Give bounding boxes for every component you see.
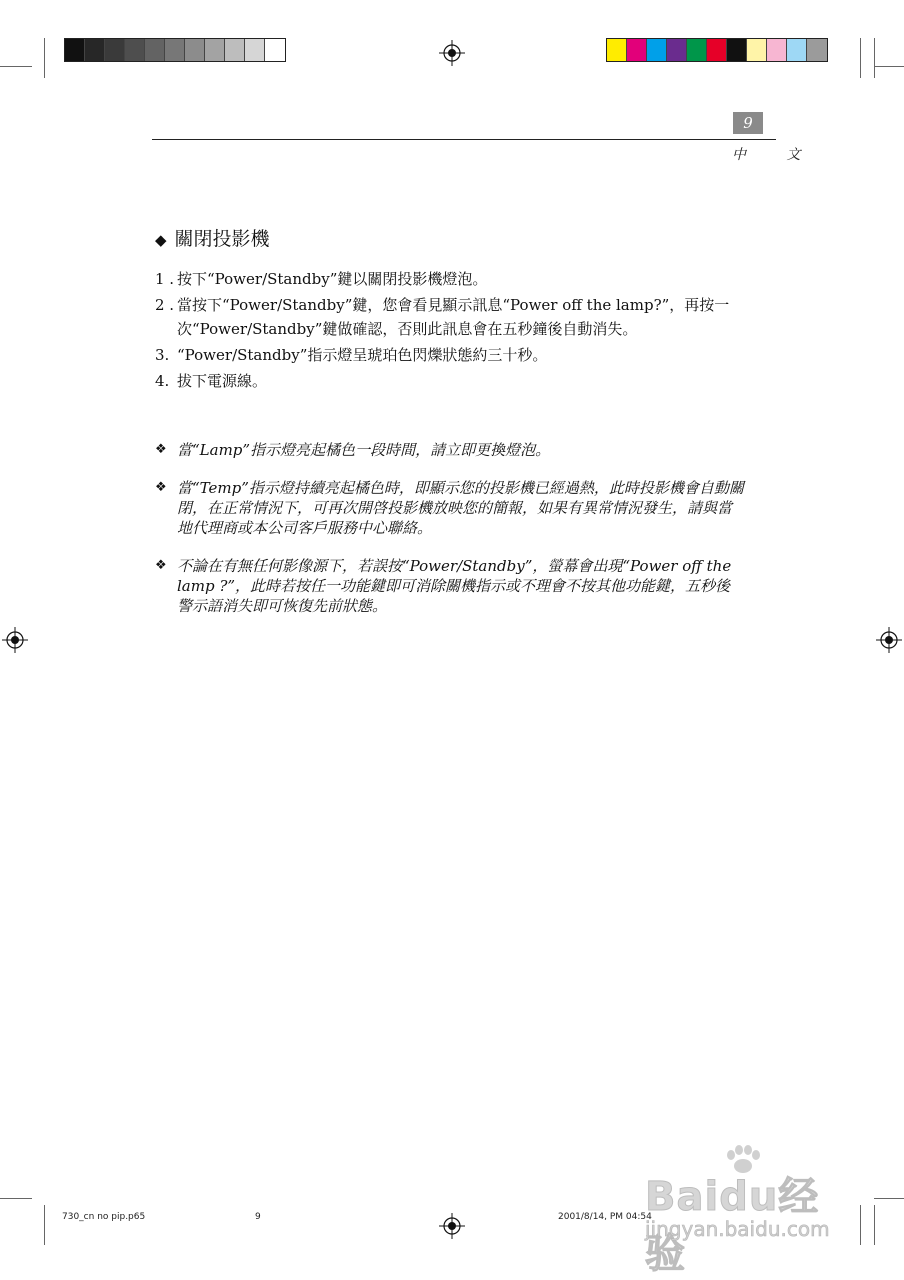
note-text: 當“Lamp”指示燈亮起橘色一段時間，請立即更換燈泡。 (177, 441, 551, 459)
color-swatch (125, 39, 145, 61)
section-title (155, 224, 270, 251)
crop-mark (874, 1205, 875, 1245)
color-swatch (647, 39, 667, 61)
note-item (155, 556, 745, 616)
registration-mark-icon (439, 1213, 465, 1239)
grayscale-color-bar (64, 38, 286, 62)
header-rule (152, 139, 776, 140)
color-swatch (185, 39, 205, 61)
crop-mark (44, 38, 45, 78)
step-text: 拔下電源線。 (177, 372, 268, 390)
step-number: 1 . (155, 270, 175, 288)
color-swatch (245, 39, 265, 61)
note-item (155, 478, 745, 538)
color-swatch (225, 39, 245, 61)
color-swatch (667, 39, 687, 61)
color-swatch (165, 39, 185, 61)
crop-mark (860, 1205, 861, 1245)
step-text: 當按下“Power/Standby”鍵，您會看見顯示訊息“Power off the lamp?”，再按一次“Power/Standby”鍵做確認，否則此訊息會在五秒鐘後自動消失。 (177, 296, 730, 338)
crop-mark (0, 66, 32, 67)
registration-mark-icon (2, 627, 28, 653)
color-swatch (747, 39, 767, 61)
color-swatch (687, 39, 707, 61)
watermark-logo: Baidu经验 (645, 1174, 820, 1277)
color-swatch (727, 39, 747, 61)
crop-mark (874, 66, 904, 67)
list-item (155, 369, 775, 393)
color-swatch (627, 39, 647, 61)
crop-mark (860, 38, 861, 78)
footer-page: 9 (255, 1212, 261, 1222)
registration-mark-icon (876, 627, 902, 653)
notes-list (155, 440, 745, 634)
note-text: 當“Temp”指示燈持續亮起橘色時，即顯示您的投影機已經過熱，此時投影機會自動關閉，在正常情況下，可再次開啓投影機放映您的簡報，如果有異常情況發生，請與當地代理商或本公司客戶服務中心聯絡。 (177, 479, 744, 537)
crop-mark (874, 1198, 904, 1199)
list-item (155, 293, 775, 341)
list-item (155, 343, 775, 367)
four-diamond-bullet-icon: ❖ (155, 558, 167, 573)
registration-mark-icon (439, 40, 465, 66)
note-text: 不論在有無任何影像源下，若誤按“Power/Standby”，螢幕會出現“Power off the lamp ?”，此時若按任一功能鍵即可消除關機指示或不理會不按其他功能鍵，五秒後警示語消失即可恢復先前狀態。 (177, 557, 732, 615)
cmyk-color-bar (606, 38, 828, 62)
color-swatch (265, 39, 285, 61)
language-label: 中 文 (732, 147, 819, 163)
step-number: 4. (155, 372, 170, 390)
step-number: 3. (155, 346, 170, 364)
step-number: 2 . (155, 296, 175, 314)
diamond-bullet-icon: ◆ (155, 231, 167, 249)
color-swatch (767, 39, 787, 61)
color-swatch (787, 39, 807, 61)
section-title-text: 關閉投影機 (174, 228, 270, 250)
steps-list (155, 267, 775, 395)
page-number: 9 (733, 112, 763, 134)
crop-mark (44, 1205, 45, 1245)
note-item (155, 440, 745, 460)
color-swatch (85, 39, 105, 61)
watermark-url: jingyan.baidu.com (645, 1217, 830, 1241)
crop-mark (0, 1198, 32, 1199)
step-text: 按下“Power/Standby”鍵以關閉投影機燈泡。 (177, 270, 488, 288)
color-swatch (707, 39, 727, 61)
baidu-watermark (645, 1145, 855, 1277)
color-swatch (65, 39, 85, 61)
four-diamond-bullet-icon: ❖ (155, 480, 167, 495)
footer-filename: 730_cn no pip.p65 (62, 1212, 146, 1222)
color-swatch (607, 39, 627, 61)
color-swatch (807, 39, 827, 61)
color-swatch (145, 39, 165, 61)
four-diamond-bullet-icon: ❖ (155, 442, 167, 457)
color-swatch (105, 39, 125, 61)
list-item (155, 267, 775, 291)
step-text: “Power/Standby”指示燈呈琥珀色閃爍狀態約三十秒。 (177, 346, 548, 364)
color-swatch (205, 39, 225, 61)
crop-mark (874, 38, 875, 78)
footer-timestamp: 2001/8/14, PM 04:54 (558, 1212, 652, 1222)
